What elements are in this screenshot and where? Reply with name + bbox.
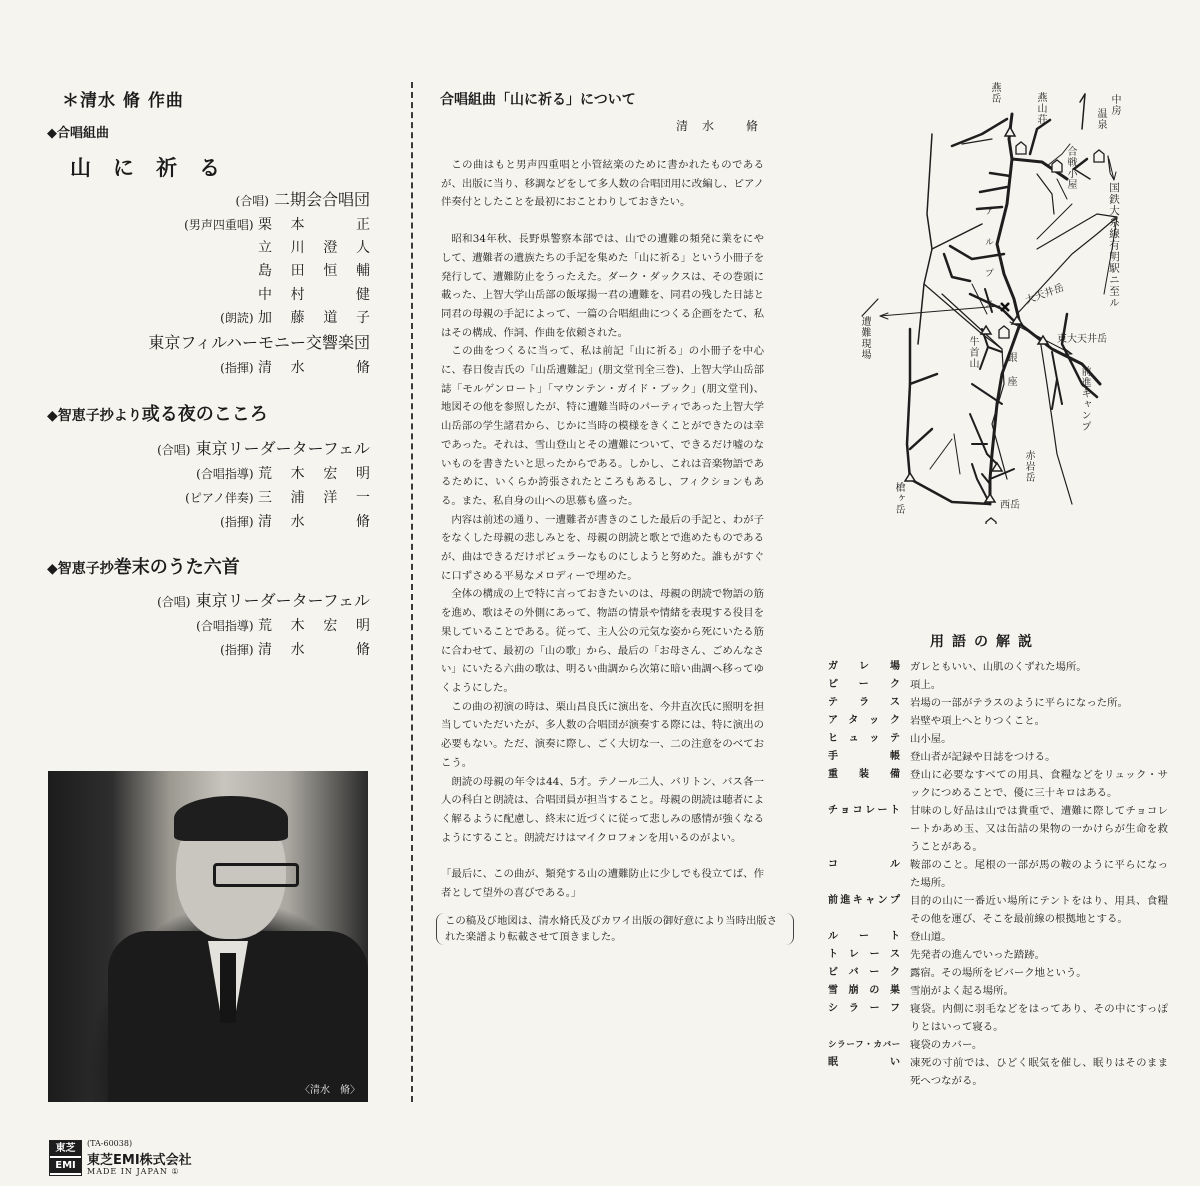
credit-line: (合唱) 東京リーダーターフェル xyxy=(157,439,370,458)
map-label-nishidake: 西岳 xyxy=(1000,500,1020,511)
glossary-entry: ビバーク 露宿。その場所をビバーク地という。 xyxy=(828,967,1087,979)
map-label-kassen-goya: 合戦小屋 xyxy=(1065,146,1076,190)
company-name: 東芝EMI株式会社 xyxy=(87,1153,192,1168)
work-1-title: 山に祈る xyxy=(70,156,242,180)
glossary-entry: ピーク 項上。 xyxy=(828,679,942,691)
glossary-entry: ヒュッテ 山小屋。 xyxy=(828,733,952,745)
toshiba-emi-logo: 東芝 EMI xyxy=(49,1140,82,1176)
composer-heading: ＊清水 脩 作曲 xyxy=(62,91,184,111)
credit-line: (合唱) 東京リーダーターフェル xyxy=(157,591,370,610)
credit-line: (指揮) 清水 脩 xyxy=(220,360,370,376)
credit-line: (合唱指導) 荒木宏明 xyxy=(196,618,370,634)
essay-paragraph: この曲はもと男声四重唱と小管絃楽のために書かれたものであるが、出版に当り、移調などをして多人数の合唱団用に改編し、ピアノ伴奏付としたことを最初におことわりしておきたい。 xyxy=(441,159,764,209)
credit-line: (指揮) 清水 脩 xyxy=(220,514,370,530)
glossary-title: 用語の解説 xyxy=(930,634,1040,650)
credit-line: (男声四重唱) 栗本 正 xyxy=(184,217,370,233)
essay-paragraph: 全体の構成の上で特に言っておきたいのは、母親の朗読で物語の筋を進め、歌はその外側にあって、物語の情景や情緒を表現する役目を果していることである。従って、主人公の元気な姿から死にいたる筋に合わせて、最初の「山の歌」から、最后の「お母さん、ごめんなさい」にいたる六曲の歌は、明るい曲調から次第に暗い曲調へ移ってゆくようにした。 xyxy=(441,588,764,694)
credit-line: (合唱指導) 荒木宏明 xyxy=(196,466,370,482)
glossary-entry: 重装備 登山に必要なすべての用具、食糧などをリュック・サックにつめることで、優に三十キロはある。 xyxy=(828,769,1168,799)
essay-author: 清水 脩 xyxy=(676,119,772,133)
work-1-label: ◆合唱組曲 xyxy=(47,126,109,141)
map-label-ginza: 銀座 xyxy=(1005,352,1016,400)
column-divider xyxy=(411,82,413,1102)
work-2-heading: ◆智恵子抄より或る夜のこころ xyxy=(47,404,268,425)
route-map xyxy=(842,84,1162,524)
map-label-nakabusa-1: 中房 xyxy=(1109,94,1120,116)
glossary-entry: アタック 岩壁や項上へとりつくこと。 xyxy=(828,715,1046,727)
photo-figure-tie xyxy=(220,953,236,1023)
essay-title: 合唱組曲「山に祈る」について xyxy=(440,92,636,108)
credit-line: 東京フィルハーモニー交響楽団 xyxy=(148,333,370,352)
glossary-entry: テラス 岩場の一部がテラスのように平らになった所。 xyxy=(828,697,1128,709)
glossary-entry: 前進キャンプ 目的の山に一番近い場所にテントをはり、用具、食糧その他を運び、そこを最前線の根拠地とする。 xyxy=(828,895,1168,925)
glossary-entry: チョコレート 甘味のし好品は山では貴重で、遭難に際してチョコレートかあめ玉、又は缶詰の果物の一かけらが生命を救うことがある。 xyxy=(828,805,1168,853)
glossary xyxy=(828,658,1168,1090)
map-label-railway: 国鉄大糸線有明駅ニ至ル xyxy=(1108,182,1120,309)
essay-closing-quote: 「最后に、この曲が、類発する山の遭難防止に少しでも役立てば、作者として望外の喜びである。」 xyxy=(441,868,764,900)
credit-line: 中村 健 xyxy=(258,287,370,303)
map-label-tsubakurodake: 燕岳 xyxy=(989,82,1000,104)
credit-line: 島田恒輔 xyxy=(258,263,370,279)
glossary-entry: トレース 先発者の進んでいった踏跡。 xyxy=(828,949,1046,961)
essay-paragraph: 朗読の母親の年令は44、5才。テノール二人、バリトン、バス各一人の科白と朗読は、合唱団員が担当すること。母親の朗読は聴者によく解るように配慮し、終末に近づくに従って悲しみの感情が強くなるようにすること。朗読だけはマイクロフォンを用いるのがよい。 xyxy=(441,775,764,844)
credit-line: (指揮) 清水 脩 xyxy=(220,642,370,658)
map-label-yarigatake: 槍ヶ岳 xyxy=(893,482,904,515)
glossary-entry: シラーフ 寝袋。内側に羽毛などをはってあり、その中にすっぽりとはいって寝る。 xyxy=(828,1003,1168,1033)
credit-line: (朗読) 加藤道子 xyxy=(220,310,370,326)
map-label-otenshodake: 大天井岳 xyxy=(1024,282,1066,307)
glossary-entry: ルート 登山道。 xyxy=(828,931,952,943)
catalog-number: (TA-60038) xyxy=(87,1139,133,1148)
credit-line: 立川澄人 xyxy=(258,240,370,256)
essay-paragraph: この曲の初演の時は、栗山昌良氏に演出を、今井直次氏に照明を担当していただいたが、多人数の合唱団が演奏する際には、特に演出の必要もない。ただ、演奏に際し、ごく大切な一、二の注意をのべておこう。 xyxy=(441,700,764,769)
credit-line: (合唱) 二期会合唱団 xyxy=(235,190,370,209)
map-label-enzanso: 燕山荘 xyxy=(1035,92,1046,125)
essay-paragraph: 内容は前述の通り、一遭難者が書きのこした最后の手記と、わが子をなくした母親の悲しみとを、母親の朗読と歌とで進めたものであるが、曲はできるだけポピュラーなものにしようと努めた。誰もがすぐに口ずさめる平易なメロディーで埋めた。 xyxy=(441,513,764,582)
photo-figure-glasses xyxy=(213,863,299,887)
glossary-entry: 手帳 登山者が記録や日誌をつける。 xyxy=(828,751,1056,763)
glossary-entry: シラーフ・カバー 寝袋のカバー。 xyxy=(828,1039,983,1051)
essay-body xyxy=(441,156,764,903)
map-label-nakabusa-2: 温泉 xyxy=(1095,108,1106,130)
glossary-entry: 眠い 凍死の寸前では、ひどく眠気を催し、眠りはそのまま死へつながる。 xyxy=(828,1057,1168,1087)
map-label-alps: アルプス xyxy=(983,206,993,330)
map-label-ushikubiyama: 牛首山 xyxy=(967,336,978,369)
glossary-entry: コル 鞍部のこと。尾根の一部が馬の鞍のように平らになった場所。 xyxy=(828,859,1168,889)
essay-credit-note: この稿及び地図は、清水脩氏及びカワイ出版の御好意により当時出版された楽譜より転載させて頂きました。 xyxy=(436,913,794,945)
glossary-entry: 雪崩の巣 雪崩がよく起る場所。 xyxy=(828,985,1014,997)
work-3-heading: ◆智恵子抄巻末のうた六首 xyxy=(47,557,240,578)
credit-line: (ピアノ伴奏) 三浦洋一 xyxy=(185,490,370,506)
map-label-accident-site: 遭難現場 xyxy=(859,316,870,360)
essay-paragraph: 昭和34年秋、長野県警察本部では、山での遭難の頻発に業をにやして、遭難者の遺族たちの手記を集めた「山に祈る」という小冊子を発行して、遭難防止をうったえた。ダーク・ダックスは、その巻頭に載った、上智大学山岳部の飯塚揚一君の遭難を、同君の残した日誌と同君の母親の手記によって、一篇の合唱組曲につくる企画をたて、私はその構成、作詞、作曲を依頼された。 xyxy=(441,233,764,339)
map-label-higashi-otenshodake: 東大天井岳 xyxy=(1057,334,1107,345)
photo-figure-hair xyxy=(174,796,288,841)
map-label-akaiwadake: 赤岩岳 xyxy=(1023,450,1034,483)
made-in-japan: MADE IN JAPAN ① xyxy=(87,1167,180,1176)
photo-caption: 〈清水 脩〉 xyxy=(300,1085,360,1096)
essay-paragraph: この曲をつくるに当って、私は前記「山に祈る」の小冊子を中心に、春日俊吉氏の「山岳遭難記」(朋文堂刊全三巻)、上智大学山岳部誌「モルゲンロート」「マウンテン・ガイド・ブック」(朋文堂刊)、地図その他を参照したが、特に遭難当時のパーティであった上智大学山岳部の学生諸君から、じかに当時の模様をきくことができたのは幸であった。それは、雪山登山とその遭難について、できるだけ嘘のないものを書きたいと思ったからである。しかし、これは音楽物語であるために、いくらか誇張されたところもあるし、フィクションもある。また、私自身の山への思慕も盛った。 xyxy=(441,345,764,507)
composer-photo xyxy=(48,771,368,1102)
map-label-advance-camp: 前進キャンプ xyxy=(1079,366,1090,432)
glossary-entry: ガレ場 ガレともいい、山肌のくずれた場所。 xyxy=(828,661,1087,673)
